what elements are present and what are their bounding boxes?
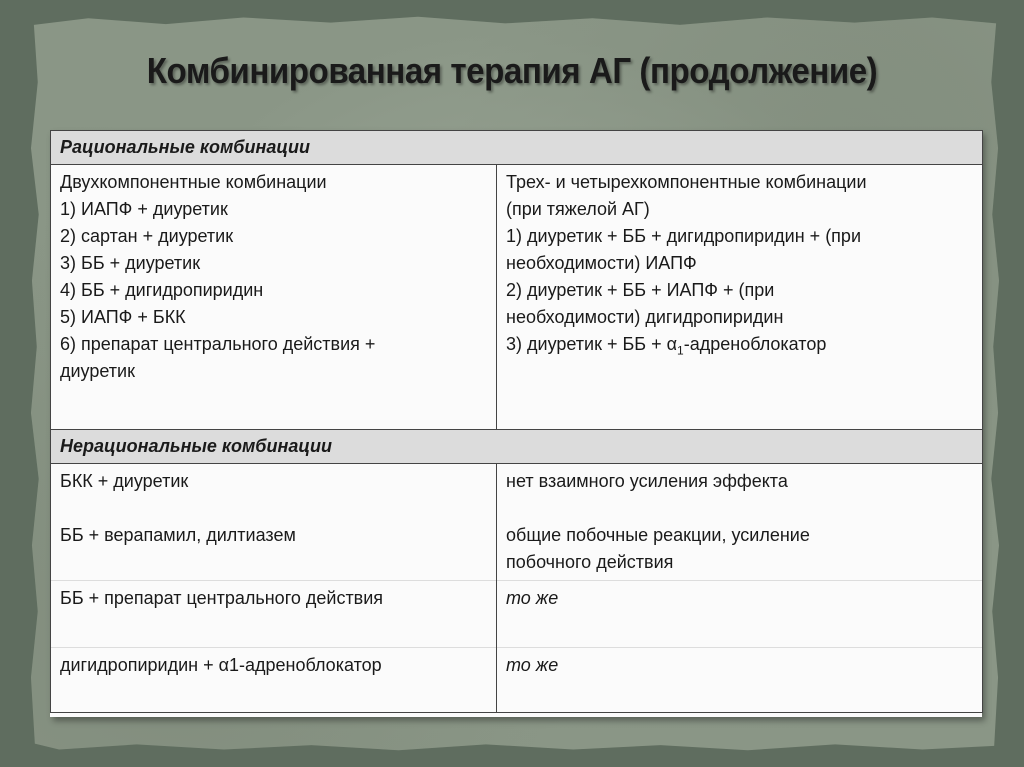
combinations-table-container [50, 130, 982, 717]
irrational-left-line: БКК + диуретик [60, 471, 189, 491]
alpha-subscript: 1 [677, 343, 684, 358]
irrational-right-line: нет взаимного усиления эффекта [506, 471, 788, 491]
alpha-combo-suffix: -адреноблокатор [683, 334, 827, 354]
rational-left-line: 5) ИАПФ + БКК [60, 307, 186, 327]
rational-left-line: 2) сартан + диуретик [60, 226, 234, 246]
irrational-header: Нерациональные комбинации [51, 430, 983, 464]
rational-header: Рациональные комбинации [51, 131, 983, 165]
irrational-left-cell [51, 464, 497, 581]
rational-left-line: 3) ББ + диуретик [60, 253, 201, 273]
irrational-header-row [51, 430, 983, 464]
irrational-left-cell: ББ + препарат центрального действия [51, 581, 497, 648]
slide-title: Комбинированная терапия АГ (продолжение) [146, 50, 878, 91]
rational-right-cell [497, 165, 983, 430]
rational-right-line: 1) диуретик + ББ + дигидропиридин + (при [506, 226, 861, 246]
rational-right-line: необходимости) ИАПФ [506, 253, 697, 273]
irrational-right-cell: то же [497, 581, 983, 648]
rational-row [51, 165, 983, 430]
rational-right-line-last [506, 331, 974, 365]
irrational-right-line: побочного действия [506, 552, 674, 572]
rational-left-line: 4) ББ + дигидропиридин [60, 280, 264, 300]
irrational-left-line: ББ + верапамил, дилтиазем [60, 525, 296, 545]
rational-right-line: 2) диуретик + ББ + ИАПФ + (при [506, 280, 775, 300]
rational-header-row [51, 131, 983, 165]
table-row [51, 464, 983, 581]
irrational-left-cell: дигидропиридин + α1-адреноблокатор [51, 648, 497, 713]
alpha-combo-prefix: 3) диуретик + ББ + α [506, 334, 678, 354]
rational-left-line: 1) ИАПФ + диуретик [60, 199, 228, 219]
rational-right-line: Трех- и четырехкомпонентные комбинации [506, 172, 867, 192]
rational-right-line: (при тяжелой АГ) [506, 199, 650, 219]
irrational-right-cell: то же [497, 648, 983, 713]
irrational-right-line: общие побочные реакции, усиление [506, 525, 810, 545]
irrational-right-cell [497, 464, 983, 581]
rational-right-line: необходимости) дигидропиридин [506, 307, 784, 327]
rational-left-line: 6) препарат центрального действия + [60, 334, 376, 354]
table-row [51, 648, 983, 713]
combinations-table [50, 130, 983, 713]
rational-left-line: Двухкомпонентные комбинации [60, 172, 327, 192]
table-row [51, 581, 983, 648]
rational-left-cell [51, 165, 497, 430]
rational-left-line: диуретик [60, 361, 135, 381]
